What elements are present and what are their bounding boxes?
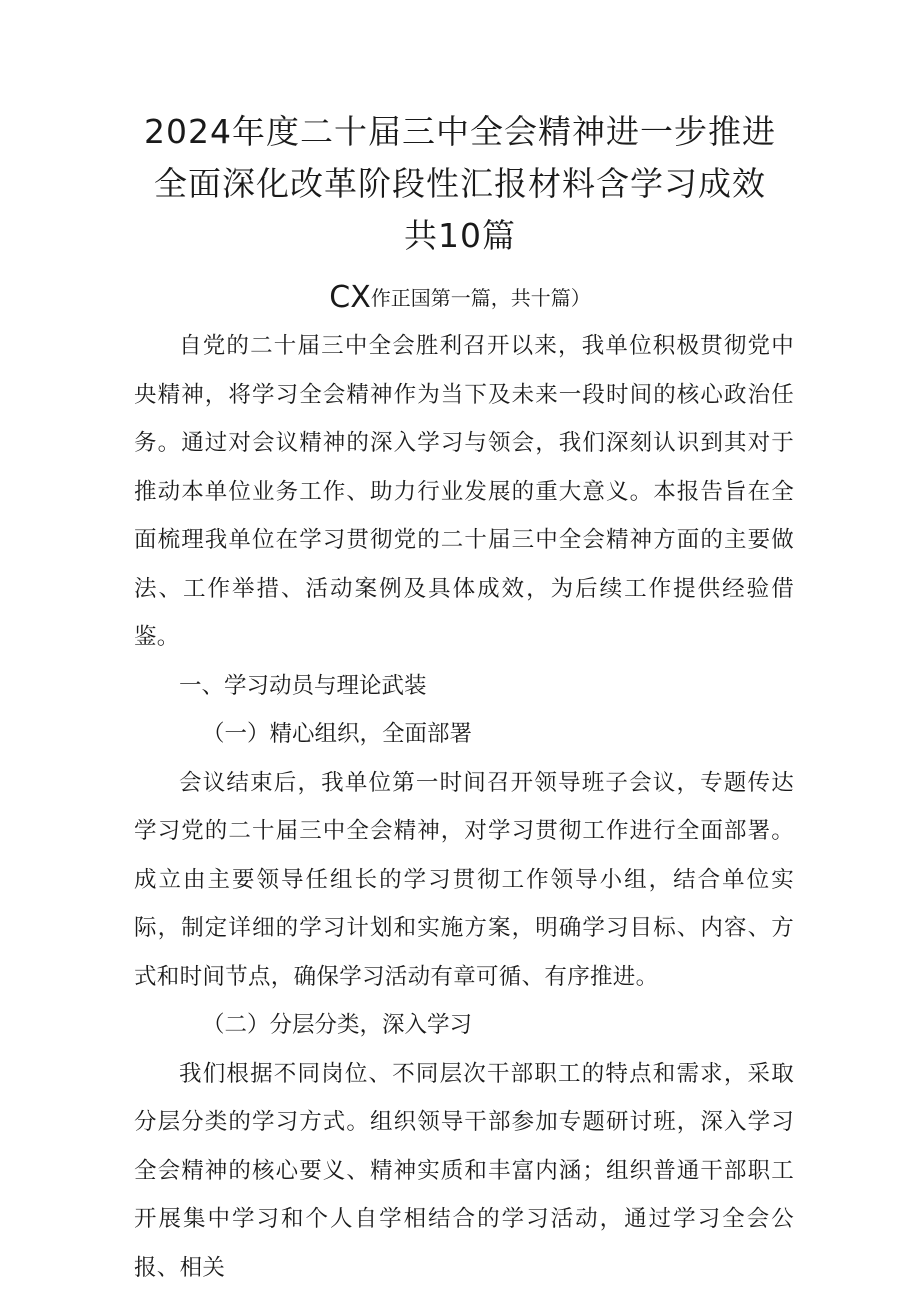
subsection-heading-1: （一）精心组织，全面部署 [202, 721, 473, 747]
document-body [134, 322, 794, 1292]
title-line-3: 共10篇 [404, 216, 516, 255]
subtitle-text: 作正国第一篇，共十篇） [370, 286, 591, 310]
section-heading-1: 一、学习动员与理论武装 [179, 672, 427, 699]
subsection-1-paragraph: 会议结束后，我单位第一时间召开领导班子会议，专题传达学习党的二十届三中全会精神，对学习贯彻工作进行全面部署。成立由主要领导任组长的学习贯彻工作领导小组，结合单位实际，制定详细的学习计划和实施方案，明确学习目标、内容、方式和时间节点，确保学习活动有章可循、有序推进。 [134, 769, 794, 990]
document-title [100, 106, 820, 262]
intro-paragraph: 自党的二十届三中全会胜利召开以来，我单位积极贯彻党中央精神，将学习全会精神作为当下及未来一段时间的核心政治任务。通过对会议精神的深入学习与领会，我们深刻认识到其对于推动本单位业务工作、助力行业发展的重大意义。本报告旨在全面梳理我单位在学习贯彻党的二十届三中全会精神方面的主要做法、工作举措、活动案例及具体成效，为后续工作提供经验借鉴。 [134, 333, 794, 650]
subsection-heading-2: （二）分层分类，深入学习 [202, 1012, 473, 1038]
title-line-2: 全面深化改革阶段性汇报材料含学习成效 [154, 164, 766, 203]
title-line-1: 2024年度二十届三中全会精神进一步推进 [144, 112, 776, 151]
subtitle-prefix: CX [329, 280, 371, 315]
subsection-2-paragraph: 我们根据不同岗位、不同层次干部职工的特点和需求，采取分层分类的学习方式。组织领导干部参加专题研讨班，深入学习全会精神的核心要义、精神实质和丰富内涵；组织普通干部职工开展集中学习和个人自学相结合的学习活动，通过学习全会公报、相关 [134, 1060, 794, 1281]
document-subtitle [100, 278, 820, 318]
